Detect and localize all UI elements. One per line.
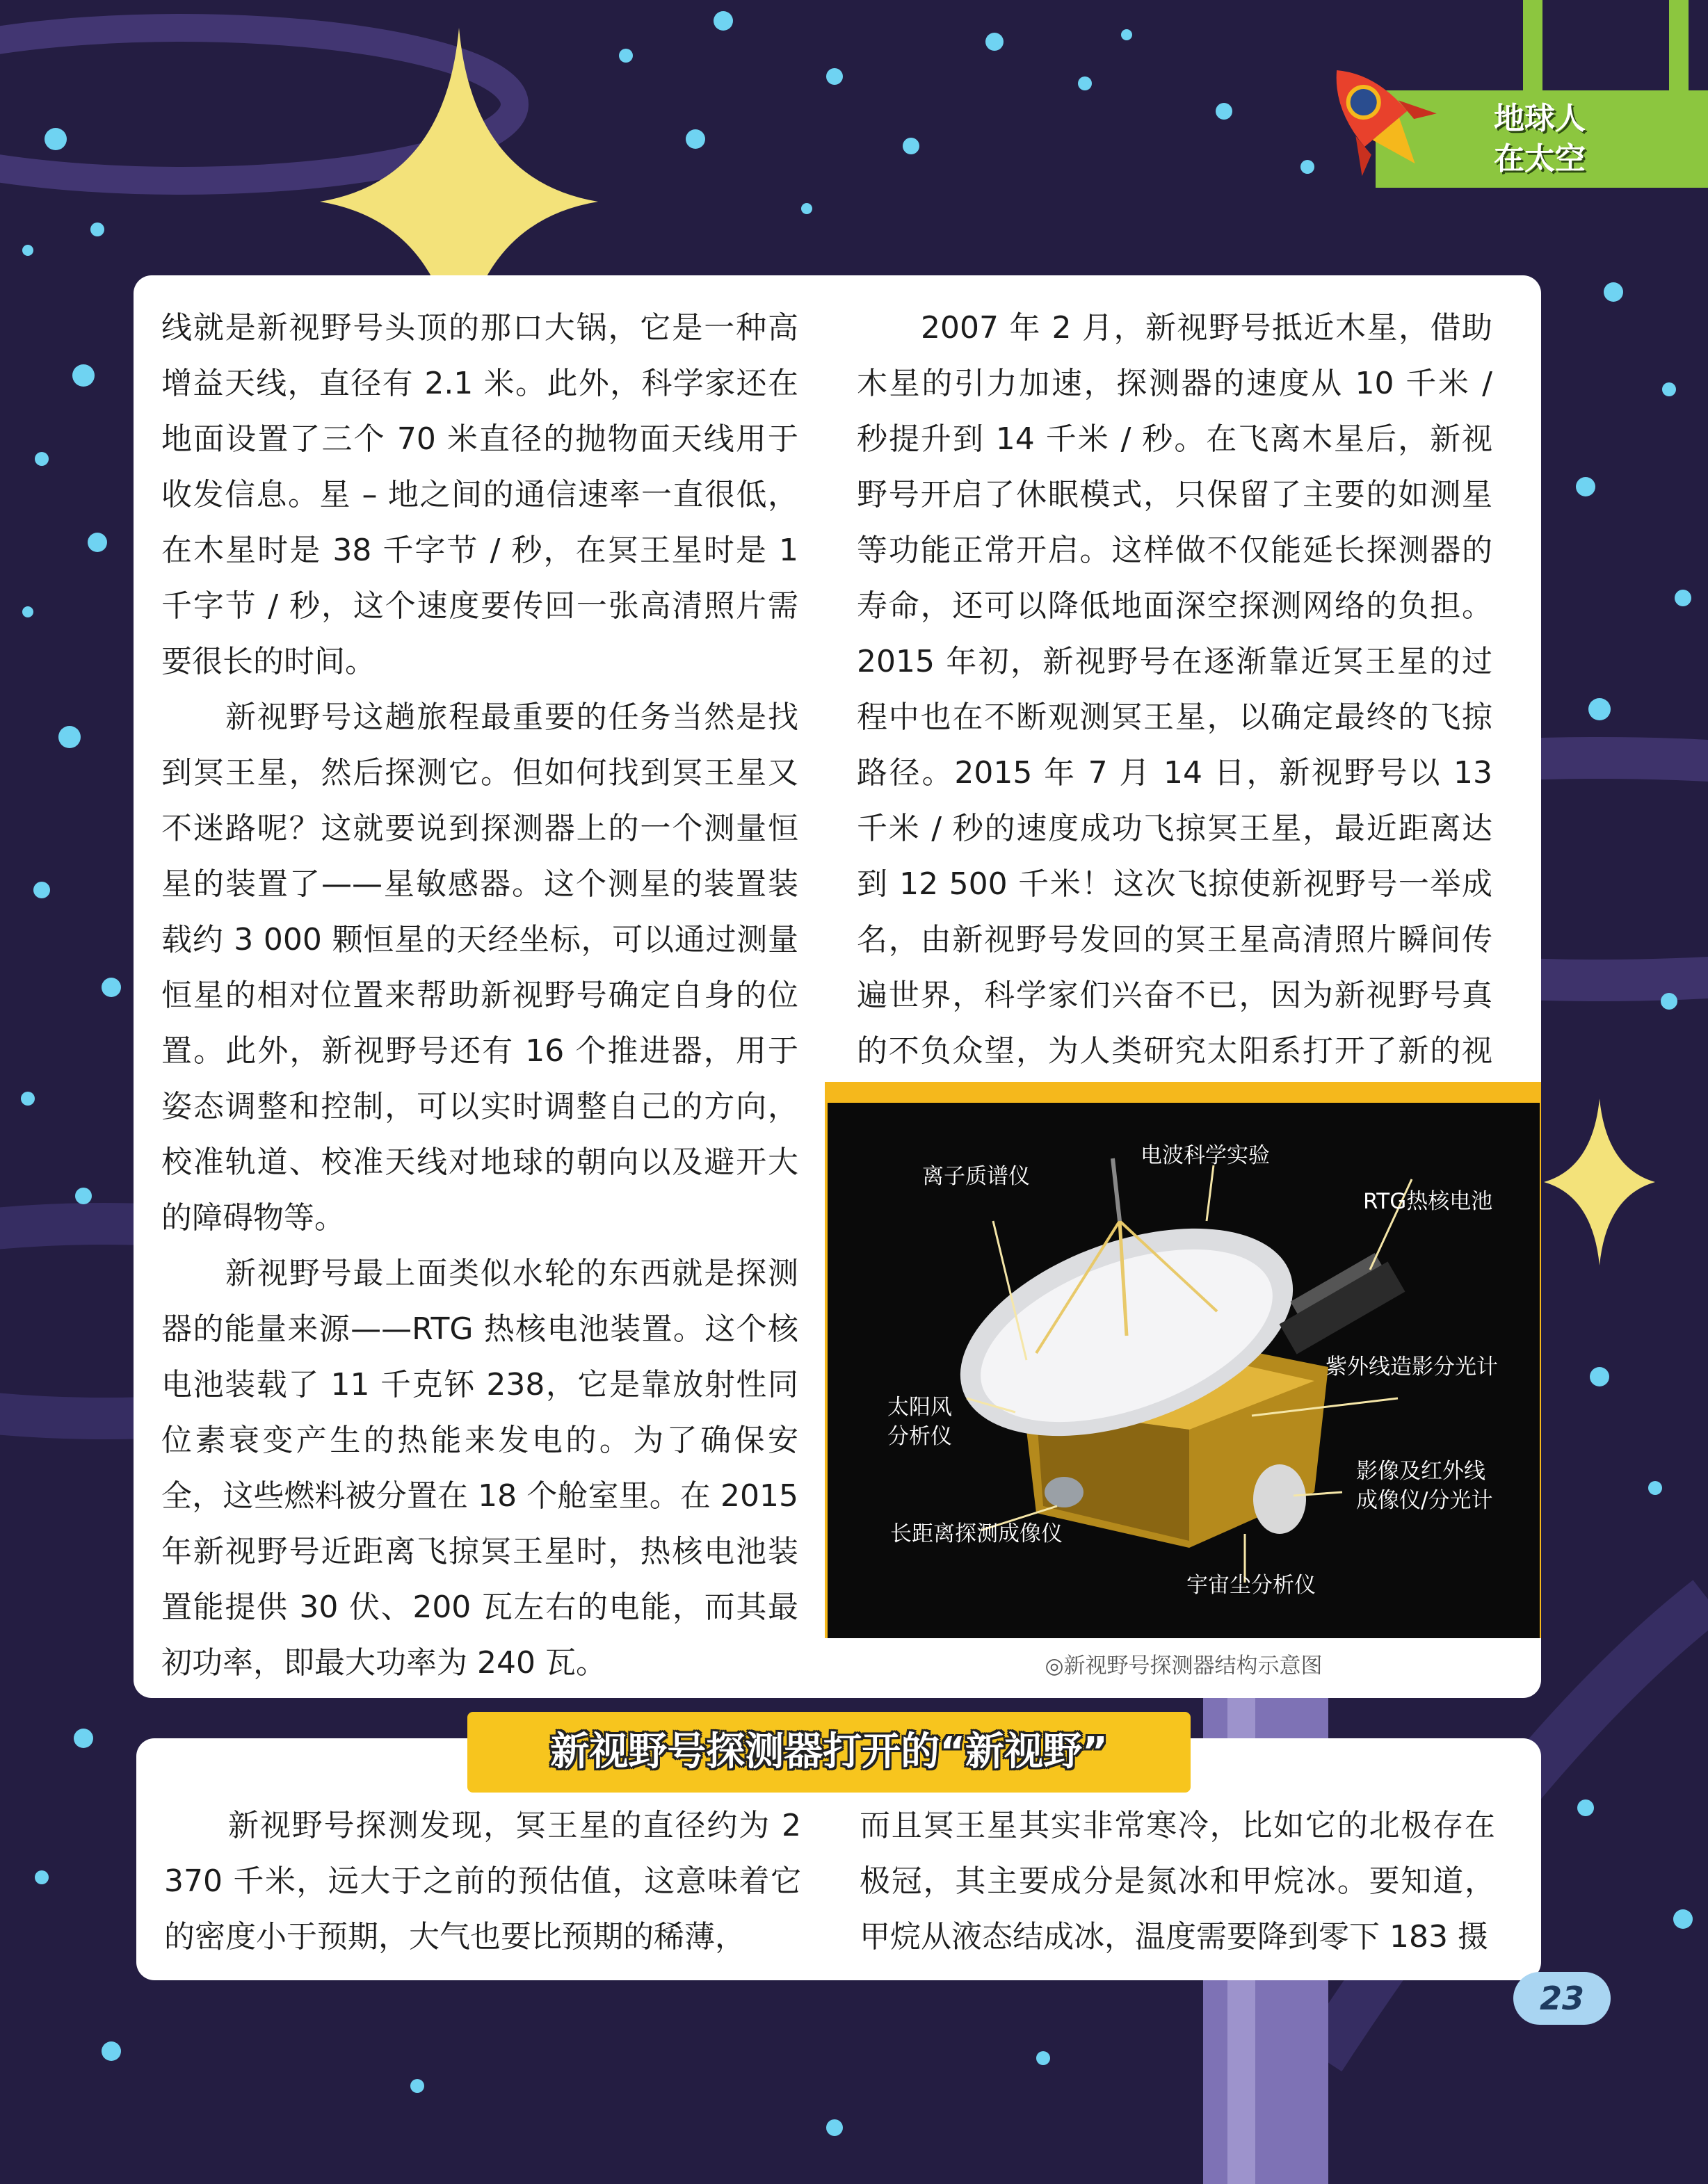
page-number: 23 xyxy=(1539,1980,1584,2017)
label-solar-wind-2: 分析仪 xyxy=(887,1424,952,1449)
section-banner xyxy=(467,1712,1191,1793)
paragraph: 新视野号最上面类似水轮的东西就是探测器的能量来源——RTG 热核电池装置。这个核电池装载了 11 千克钚 238，它是靠放射性同位素衰变产生的热能来发电的。为了确保安全，这些燃料被分置在 18 个舱室里。在 2015 年新视野号近距离飞掠冥王星时，热核电池装置能提供 30 伏、200 瓦左右的电能，而其最初功率，即最大功率为 240 瓦。 xyxy=(161,1256,798,1681)
label-rtg: RTG热核电池 xyxy=(1363,1189,1493,1214)
label-imager-2: 成像仪/分光计 xyxy=(1356,1488,1493,1513)
paragraph: 新视野号探测发现，冥王星的直径约为 2 370 千米，远大于之前的预估值，这意味着它的密度小于预期，大气也要比预期的稀薄， xyxy=(164,1808,801,1955)
rocket-icon xyxy=(1307,49,1447,188)
label-dust-analyzer: 宇宙尘分析仪 xyxy=(1186,1573,1316,1598)
paragraph: 新视野号这趟旅程最重要的任务当然是找到冥王星，然后探测它。但如何找到冥王星又不迷路呢？这就要说到探测器上的一个测量恒星的装置了——星敏感器。这个测星的装置装载约 3 000 颗恒星的天经坐标，可以通过测量恒星的相对位置来帮助新视野号确定自身的位置。此外，新视野号还有 16 个推进器，用于姿态调整和控制，可以实时调整自己的方向，校准轨道、校准天线对地球的朝向以及避开大的障碍物等。 xyxy=(161,699,798,1236)
figure-caption: ◎新视野号探测器结构示意图 xyxy=(1045,1653,1323,1679)
paragraph: 2007 年 2 月，新视野号抵近木星，借助木星的引力加速，探测器的速度从 10 千米 / 秒提升到 14 千米 / 秒。在飞离木星后，新视野号开启了休眠模式，只保留了主要的如测星等功能正常开启。这样做不仅能延长探测器的寿命，还可以降低地面深空探测网络的负担。2015 年初，新视野号在逐渐靠近冥王星的过程中也在不断观测冥王星，以确定最终的飞掠路径。2015 年 7 月 14 日，新视野号以 13 千米 / 秒的速度成功飞掠冥王星，最近距离达到 12 500 千米！这次飞掠使新视野号一举成名，由新视野号发回的冥王星高清照片瞬间传遍世界，科学家们兴奋不已，因为新视野号真的不负众望，为人类研究太阳系打开了新的视 xyxy=(857,310,1492,1069)
spacecraft-diagram xyxy=(828,1103,1540,1638)
label-lorri: 长距离探测成像仪 xyxy=(890,1521,1063,1546)
paragraph: 而且冥王星其实非常寒冷，比如它的北极存在极冠，其主要成分是氮冰和甲烷冰。要知道，甲烷从液态结成冰，温度需要降到零下 183 摄 xyxy=(860,1808,1495,1955)
label-imager-1: 影像及红外线 xyxy=(1356,1459,1485,1484)
section-left-column xyxy=(164,1798,801,1965)
section-tag-label xyxy=(1494,99,1586,179)
label-uv-spectrometer: 紫外线造影分光计 xyxy=(1326,1354,1498,1380)
tag-post xyxy=(1669,0,1689,97)
tag-post xyxy=(1523,0,1542,97)
section-title: 新视野号探测器打开的“新视野” xyxy=(550,1729,1108,1774)
page-number-badge xyxy=(1513,1972,1611,2025)
label-radio-science: 电波科学实验 xyxy=(1141,1143,1270,1168)
section-right-column xyxy=(860,1798,1495,1965)
right-column xyxy=(857,300,1492,1135)
section-tag-line2: 在太空 xyxy=(1494,141,1586,177)
label-ion-spectrometer: 离子质谱仪 xyxy=(922,1164,1030,1189)
label-solar-wind-1: 太阳风 xyxy=(887,1395,952,1420)
section-tag-line1: 地球人 xyxy=(1494,101,1586,136)
paragraph: 线就是新视野号头顶的那口大锅，它是一种高增益天线，直径有 2.1 米。此外，科学家还在地面设置了三个 70 米直径的抛物面天线用于收发信息。星 – 地之间的通信速率一直很低，在木星时是 38 千字节 / 秒，在冥王星时是 1 千字节 / 秒，这个速度要传回一张高清照片需要很长的时间。 xyxy=(161,310,798,679)
left-column xyxy=(161,300,798,1691)
